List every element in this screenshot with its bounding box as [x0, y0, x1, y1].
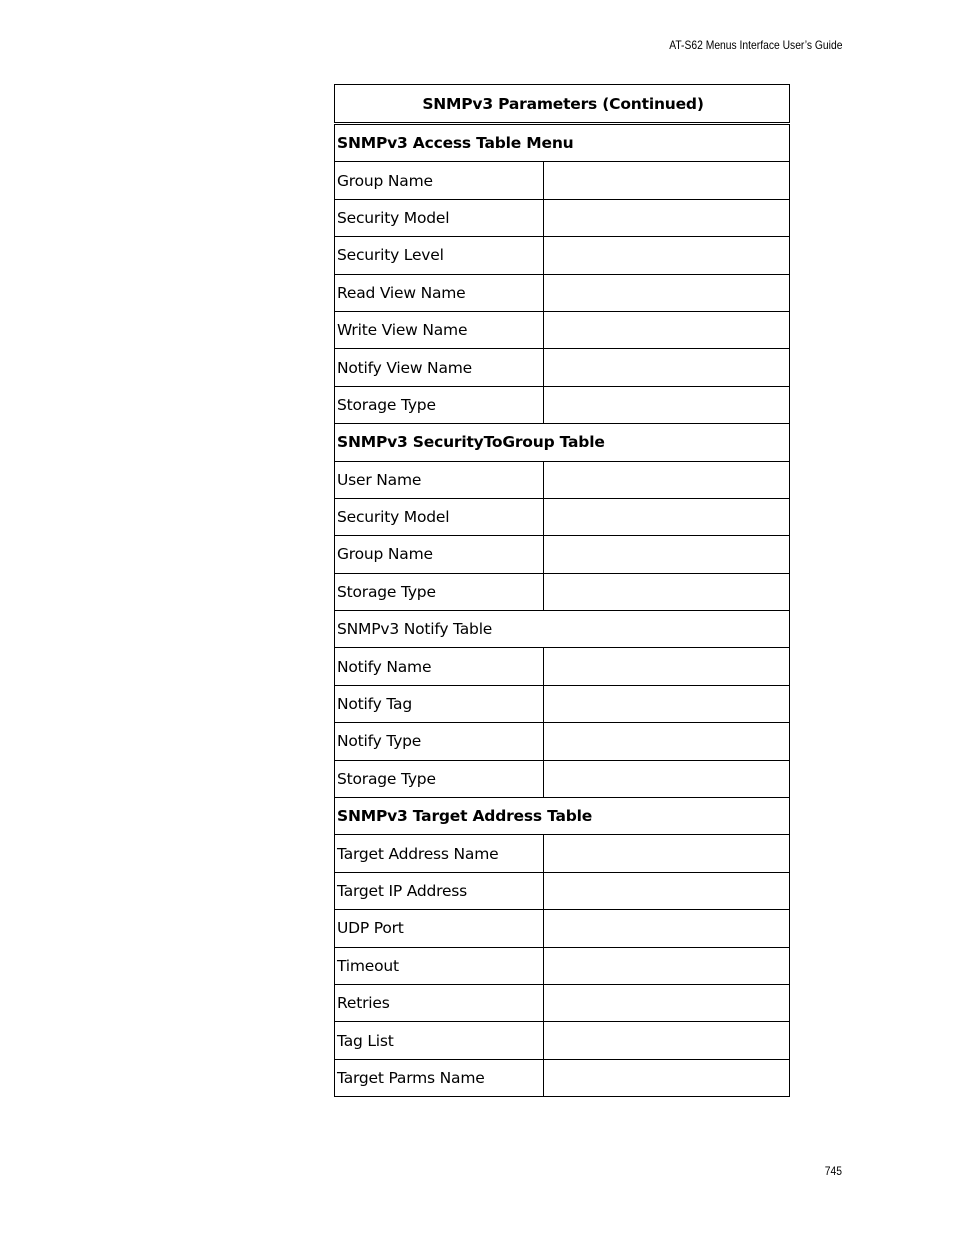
parameter-label: User Name — [335, 461, 544, 498]
table-row — [335, 723, 790, 760]
table-row — [335, 872, 790, 909]
table-row — [335, 162, 790, 199]
section-heading-row — [335, 798, 790, 835]
table-row — [335, 573, 790, 610]
parameter-label: Retries — [335, 984, 544, 1021]
parameter-value — [544, 274, 790, 311]
parameter-value — [544, 685, 790, 722]
table-row — [335, 461, 790, 498]
section-heading-row — [335, 124, 790, 162]
parameter-label: Read View Name — [335, 274, 544, 311]
parameter-label: Target Parms Name — [335, 1059, 544, 1096]
parameter-value — [544, 835, 790, 872]
parameter-value — [544, 237, 790, 274]
parameter-value — [544, 648, 790, 685]
parameter-label: Group Name — [335, 162, 544, 199]
table-row — [335, 386, 790, 423]
table-body — [335, 85, 790, 1097]
table-row — [335, 349, 790, 386]
section-heading: SNMPv3 Access Table Menu — [335, 124, 790, 162]
parameter-label: Notify Name — [335, 648, 544, 685]
parameter-label: Security Level — [335, 237, 544, 274]
parameter-label: Security Model — [335, 199, 544, 236]
parameter-label: Storage Type — [335, 386, 544, 423]
table-row — [335, 237, 790, 274]
parameter-value — [544, 760, 790, 797]
parameter-label: Notify Type — [335, 723, 544, 760]
table-row — [335, 760, 790, 797]
parameter-label: Notify View Name — [335, 349, 544, 386]
table-row — [335, 648, 790, 685]
parameter-value — [544, 1022, 790, 1059]
parameter-value — [544, 947, 790, 984]
parameter-value — [544, 311, 790, 348]
table-row — [335, 835, 790, 872]
parameter-value — [544, 498, 790, 535]
parameter-label: Target IP Address — [335, 872, 544, 909]
running-header: AT-S62 Menus Interface User’s Guide — [668, 38, 842, 52]
table-row — [335, 1022, 790, 1059]
parameter-label: Security Model — [335, 498, 544, 535]
table-row — [335, 311, 790, 348]
table-row — [335, 685, 790, 722]
table-row — [335, 947, 790, 984]
parameter-value — [544, 199, 790, 236]
table-row — [335, 984, 790, 1021]
parameter-value — [544, 872, 790, 909]
table-title-row — [335, 85, 790, 124]
parameter-label: Group Name — [335, 536, 544, 573]
parameter-value — [544, 349, 790, 386]
parameter-label: Tag List — [335, 1022, 544, 1059]
parameter-value — [544, 723, 790, 760]
parameter-value — [544, 573, 790, 610]
parameter-label: Storage Type — [335, 760, 544, 797]
parameter-value — [544, 536, 790, 573]
section-heading-row — [335, 424, 790, 461]
parameter-label: Notify Tag — [335, 685, 544, 722]
section-heading: SNMPv3 SecurityToGroup Table — [335, 424, 790, 461]
table-row — [335, 1059, 790, 1096]
parameter-label: Target Address Name — [335, 835, 544, 872]
table-row — [335, 498, 790, 535]
page-number: 745 — [824, 1164, 842, 1178]
snmpv3-parameters-table — [334, 84, 790, 1097]
parameter-label: Storage Type — [335, 573, 544, 610]
section-heading: SNMPv3 Target Address Table — [335, 798, 790, 835]
parameter-value — [544, 386, 790, 423]
parameter-value — [544, 984, 790, 1021]
section-heading: SNMPv3 Notify Table — [335, 611, 790, 648]
table-row — [335, 274, 790, 311]
table-title: SNMPv3 Parameters (Continued) — [335, 85, 790, 124]
parameter-label: Timeout — [335, 947, 544, 984]
table-row — [335, 910, 790, 947]
section-heading-row — [335, 611, 790, 648]
parameter-value — [544, 1059, 790, 1096]
parameter-label: Write View Name — [335, 311, 544, 348]
table-row — [335, 536, 790, 573]
table-row — [335, 199, 790, 236]
parameter-label: UDP Port — [335, 910, 544, 947]
parameter-value — [544, 910, 790, 947]
parameter-value — [544, 461, 790, 498]
parameter-value — [544, 162, 790, 199]
